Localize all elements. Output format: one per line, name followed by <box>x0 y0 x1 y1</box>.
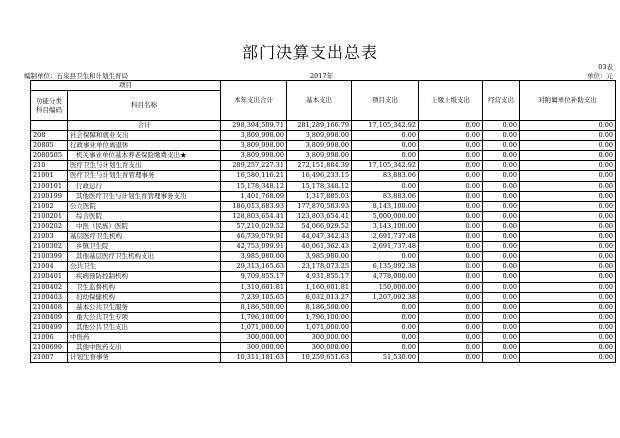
row-name: 基本公共卫生服务 <box>68 302 221 312</box>
row-value: 0.00 <box>483 312 520 322</box>
row-value: 0.00 <box>520 181 616 191</box>
header-col-basic: 基本支出 <box>287 81 352 121</box>
table-row <box>31 141 616 151</box>
row-name: 其他医疗卫生与计划生育管理事务支出 <box>68 191 221 201</box>
table-row <box>31 181 616 191</box>
row-value: 6,032,013.27 <box>287 292 352 302</box>
compiling-unit: 编制单位：石泉县卫生和计划生育局 <box>24 72 128 80</box>
row-value: 0.00 <box>483 343 520 353</box>
row-value: 0.00 <box>483 302 520 312</box>
row-name: 重大公共卫生专项 <box>68 312 221 322</box>
row-code: 2100409 <box>31 312 68 322</box>
row-value: 0.00 <box>419 292 483 302</box>
row-value: 0.00 <box>483 322 520 332</box>
row-code: 21006 <box>31 332 68 342</box>
row-value: 17,105,342.92 <box>352 121 419 131</box>
row-name: 机关事业单位基本养老保险缴费支出★ <box>68 151 221 161</box>
row-value: 0.00 <box>419 353 483 363</box>
row-code <box>31 121 68 131</box>
row-value: 2,691,737.48 <box>352 242 419 252</box>
row-value: 0.00 <box>352 252 419 262</box>
row-value: 0.00 <box>520 252 616 262</box>
row-value: 0.00 <box>419 242 483 252</box>
row-value: 0.00 <box>419 181 483 191</box>
table-row <box>31 332 616 342</box>
row-code: 21007 <box>31 353 68 363</box>
table-row <box>31 353 616 363</box>
row-value: 0.00 <box>483 353 520 363</box>
row-value: 17,105,342.92 <box>352 161 419 171</box>
table-row <box>31 242 616 252</box>
table-number: 03表 <box>598 63 613 71</box>
row-value: 0.00 <box>520 282 616 292</box>
row-code: 2100408 <box>31 302 68 312</box>
row-value: 0.00 <box>520 221 616 231</box>
row-name: 中医（民族）医院 <box>68 221 221 231</box>
row-value: 0.00 <box>520 151 616 161</box>
row-code: 2100101 <box>31 181 68 191</box>
row-name: 疾病预防控制机构 <box>68 272 221 282</box>
row-value: 0.00 <box>483 252 520 262</box>
row-value: 0.00 <box>483 332 520 342</box>
row-value: 0.00 <box>352 131 419 141</box>
row-name: 公立医院 <box>68 201 221 211</box>
row-value: 51,530.00 <box>352 353 419 363</box>
row-value: 0.00 <box>419 201 483 211</box>
row-name: 综合医院 <box>68 211 221 221</box>
row-value: 0.00 <box>483 191 520 201</box>
row-value: 0.00 <box>419 121 483 131</box>
row-code: 2100202 <box>31 221 68 231</box>
table-row <box>31 312 616 322</box>
row-name: 其他中医药支出 <box>68 343 221 353</box>
row-value: 83,883.06 <box>352 191 419 201</box>
row-value: 0.00 <box>483 171 520 181</box>
currency-unit: 单位：元 <box>587 72 613 80</box>
row-value: 300,000.00 <box>221 332 287 342</box>
row-value: 123,803,654.41 <box>287 211 352 221</box>
row-value: 0.00 <box>419 282 483 292</box>
row-value: 0.00 <box>483 232 520 242</box>
row-value: 300,000.00 <box>221 343 287 353</box>
header-col-subsidy: 对附属单位补助支出 <box>520 81 616 121</box>
table-row <box>31 252 616 262</box>
row-value: 0.00 <box>520 262 616 272</box>
row-code: 2100499 <box>31 322 68 332</box>
row-value: 0.00 <box>419 131 483 141</box>
row-value: 3,809,998.00 <box>287 141 352 151</box>
row-value: 8,186,500.00 <box>287 302 352 312</box>
row-value: 0.00 <box>483 131 520 141</box>
row-value: 15,178,348.12 <box>221 181 287 191</box>
row-value: 0.00 <box>419 141 483 151</box>
row-code: 21002 <box>31 201 68 211</box>
row-value: 0.00 <box>352 312 419 322</box>
table-row-total <box>31 121 616 131</box>
row-value: 0.00 <box>483 262 520 272</box>
expenditure-table <box>30 80 616 363</box>
row-value: 16,580,116.21 <box>221 171 287 181</box>
row-value: 5,000,000.00 <box>352 211 419 221</box>
row-value: 10,259,651.63 <box>287 353 352 363</box>
row-value: 0.00 <box>352 322 419 332</box>
table-row <box>31 131 616 141</box>
row-value: 0.00 <box>419 252 483 262</box>
row-value: 8,186,500.00 <box>221 302 287 312</box>
row-value: 8,143,100.00 <box>352 201 419 211</box>
table-row <box>31 221 616 231</box>
table-row <box>31 272 616 282</box>
report-year: 2017年 <box>310 72 334 80</box>
row-value: 0.00 <box>520 201 616 211</box>
row-value: 0.00 <box>483 292 520 302</box>
table-row <box>31 201 616 211</box>
row-value: 0.00 <box>483 282 520 292</box>
row-value: 0.00 <box>520 232 616 242</box>
row-value: 0.00 <box>483 201 520 211</box>
row-name: 其他基层医疗卫生机构支出 <box>68 252 221 262</box>
row-value: 0.00 <box>419 322 483 332</box>
header-col-total: 本年支出合计 <box>221 81 287 121</box>
row-value: 0.00 <box>520 191 616 201</box>
page-title: 部门决算支出总表 <box>241 43 378 62</box>
row-value: 281,289,166.79 <box>287 121 352 131</box>
row-value: 0.00 <box>419 232 483 242</box>
row-value: 3,809,998.00 <box>221 151 287 161</box>
row-value: 0.00 <box>520 302 616 312</box>
row-value: 1,317,885.03 <box>287 191 352 201</box>
table-row <box>31 171 616 181</box>
row-value: 10,311,181.63 <box>221 353 287 363</box>
row-code: 2100402 <box>31 282 68 292</box>
row-code: 21004 <box>31 262 68 272</box>
row-value: 29,313,165.63 <box>221 262 287 272</box>
row-value: 300,000.00 <box>287 343 352 353</box>
row-value: 0.00 <box>483 151 520 161</box>
row-value: 0.00 <box>483 121 520 131</box>
row-value: 0.00 <box>520 171 616 181</box>
row-value: 0.00 <box>352 302 419 312</box>
row-name: 医疗卫生与计划生育支出 <box>68 161 221 171</box>
row-value: 15,178,348.12 <box>287 181 352 191</box>
row-value: 0.00 <box>352 332 419 342</box>
table-row <box>31 161 616 171</box>
row-code: 2080505 <box>31 151 68 161</box>
row-value: 0.00 <box>520 161 616 171</box>
row-name: 社会保障和就业支出 <box>68 131 221 141</box>
table-row <box>31 211 616 221</box>
row-value: 0.00 <box>520 141 616 151</box>
table-row <box>31 282 616 292</box>
row-name: 合计 <box>68 121 221 131</box>
row-name: 计划生育事务 <box>68 353 221 363</box>
row-value: 0.00 <box>520 312 616 322</box>
row-value: 44,047,342.43 <box>287 232 352 242</box>
table-row <box>31 343 616 353</box>
row-code: 2100201 <box>31 211 68 221</box>
row-value: 0.00 <box>419 211 483 221</box>
row-value: 3,143,100.00 <box>352 221 419 231</box>
row-value: 272,151,884.39 <box>287 161 352 171</box>
row-value: 42,753,099.91 <box>221 242 287 252</box>
table-row <box>31 191 616 201</box>
row-value: 3,985,980.00 <box>287 252 352 262</box>
table-row <box>31 302 616 312</box>
row-value: 0.00 <box>483 141 520 151</box>
row-value: 1,071,000.00 <box>221 322 287 332</box>
row-value: 2,691,737.48 <box>352 232 419 242</box>
row-value: 83,883.06 <box>352 171 419 181</box>
table-row <box>31 232 616 242</box>
row-name: 基层医疗卫生机构 <box>68 232 221 242</box>
row-value: 0.00 <box>483 242 520 252</box>
row-value: 298,394,509.71 <box>221 121 287 131</box>
row-value: 1,071,000.00 <box>287 322 352 332</box>
row-value: 186,013,683.93 <box>221 201 287 211</box>
row-value: 0.00 <box>520 332 616 342</box>
row-value: 3,809,998.00 <box>221 131 287 141</box>
row-value: 3,809,998.00 <box>287 131 352 141</box>
row-value: 0.00 <box>520 353 616 363</box>
row-value: 0.00 <box>352 343 419 353</box>
row-value: 23,178,073.25 <box>287 262 352 272</box>
header-col-operating: 经营支出 <box>483 81 520 121</box>
row-value: 1,796,100.00 <box>287 312 352 322</box>
row-value: 0.00 <box>419 302 483 312</box>
row-value: 150,000.00 <box>352 282 419 292</box>
row-value: 1,796,100.00 <box>221 312 287 322</box>
table-row <box>31 262 616 272</box>
table-row <box>31 151 616 161</box>
row-name: 其他公共卫生支出 <box>68 322 221 332</box>
row-code: 21001 <box>31 171 68 181</box>
header-col-remit: 上缴上级支出 <box>419 81 483 121</box>
row-value: 54,066,929.52 <box>287 221 352 231</box>
header-col-project: 项目支出 <box>352 81 419 121</box>
row-value: 1,310,601.81 <box>221 282 287 292</box>
row-value: 0.00 <box>419 262 483 272</box>
table-row <box>31 292 616 302</box>
row-value: 3,809,998.00 <box>287 151 352 161</box>
row-value: 1,160,601.81 <box>287 282 352 292</box>
row-value: 40,061,362.43 <box>287 242 352 252</box>
row-code: 2100401 <box>31 272 68 282</box>
header-code: 功能分类 科目编码 <box>31 91 68 121</box>
row-value: 3,985,980.00 <box>221 252 287 262</box>
row-value: 0.00 <box>483 211 520 221</box>
header-project: 项目 <box>31 81 221 91</box>
row-name: 公共卫生 <box>68 262 221 272</box>
row-name: 行政事业单位离退休 <box>68 141 221 151</box>
row-value: 0.00 <box>419 221 483 231</box>
row-name: 卫生监督机构 <box>68 282 221 292</box>
row-value: 16,496,233.15 <box>287 171 352 181</box>
row-name: 中医药 <box>68 332 221 342</box>
row-value: 0.00 <box>520 292 616 302</box>
row-name: 乡镇卫生院 <box>68 242 221 252</box>
row-value: 0.00 <box>419 171 483 181</box>
row-code: 20805 <box>31 141 68 151</box>
row-code: 2100302 <box>31 242 68 252</box>
row-value: 7,239,105.65 <box>221 292 287 302</box>
row-value: 9,709,855.17 <box>221 272 287 282</box>
row-value: 128,803,654.41 <box>221 211 287 221</box>
row-value: 0.00 <box>419 312 483 322</box>
row-value: 0.00 <box>483 161 520 171</box>
row-value: 0.00 <box>520 121 616 131</box>
row-value: 0.00 <box>352 181 419 191</box>
row-value: 0.00 <box>520 343 616 353</box>
row-value: 0.00 <box>352 141 419 151</box>
row-value: 1,207,092.38 <box>352 292 419 302</box>
row-name: 行政运行 <box>68 181 221 191</box>
row-name: 医疗卫生与计划生育管理事务 <box>68 171 221 181</box>
row-value: 0.00 <box>520 272 616 282</box>
row-value: 0.00 <box>520 131 616 141</box>
row-value: 300,000.00 <box>287 332 352 342</box>
row-code: 2100199 <box>31 191 68 201</box>
row-value: 57,210,029.52 <box>221 221 287 231</box>
row-value: 0.00 <box>419 191 483 201</box>
table-row <box>31 322 616 332</box>
row-code: 2100699 <box>31 343 68 353</box>
row-value: 0.00 <box>352 151 419 161</box>
row-value: 1,401,768.09 <box>221 191 287 201</box>
row-value: 0.00 <box>483 181 520 191</box>
row-name: 妇幼保健机构 <box>68 292 221 302</box>
row-value: 0.00 <box>419 151 483 161</box>
row-value: 6,135,092.38 <box>352 262 419 272</box>
row-code: 2100403 <box>31 292 68 302</box>
row-value: 0.00 <box>520 242 616 252</box>
header-name: 科目名称 <box>68 91 221 121</box>
row-value: 4,931,855.17 <box>287 272 352 282</box>
row-value: 0.00 <box>483 221 520 231</box>
row-value: 289,257,227.31 <box>221 161 287 171</box>
row-code: 21003 <box>31 232 68 242</box>
row-value: 0.00 <box>520 211 616 221</box>
row-code: 2100399 <box>31 252 68 262</box>
row-value: 3,809,998.00 <box>221 141 287 151</box>
row-value: 4,778,000.00 <box>352 272 419 282</box>
row-value: 0.00 <box>419 332 483 342</box>
row-value: 0.00 <box>419 272 483 282</box>
row-code: 208 <box>31 131 68 141</box>
row-value: 177,870,583.93 <box>287 201 352 211</box>
row-value: 0.00 <box>419 343 483 353</box>
row-value: 0.00 <box>520 322 616 332</box>
row-value: 0.00 <box>419 161 483 171</box>
row-value: 46,739,079.91 <box>221 232 287 242</box>
row-value: 0.00 <box>483 272 520 282</box>
row-code: 210 <box>31 161 68 171</box>
